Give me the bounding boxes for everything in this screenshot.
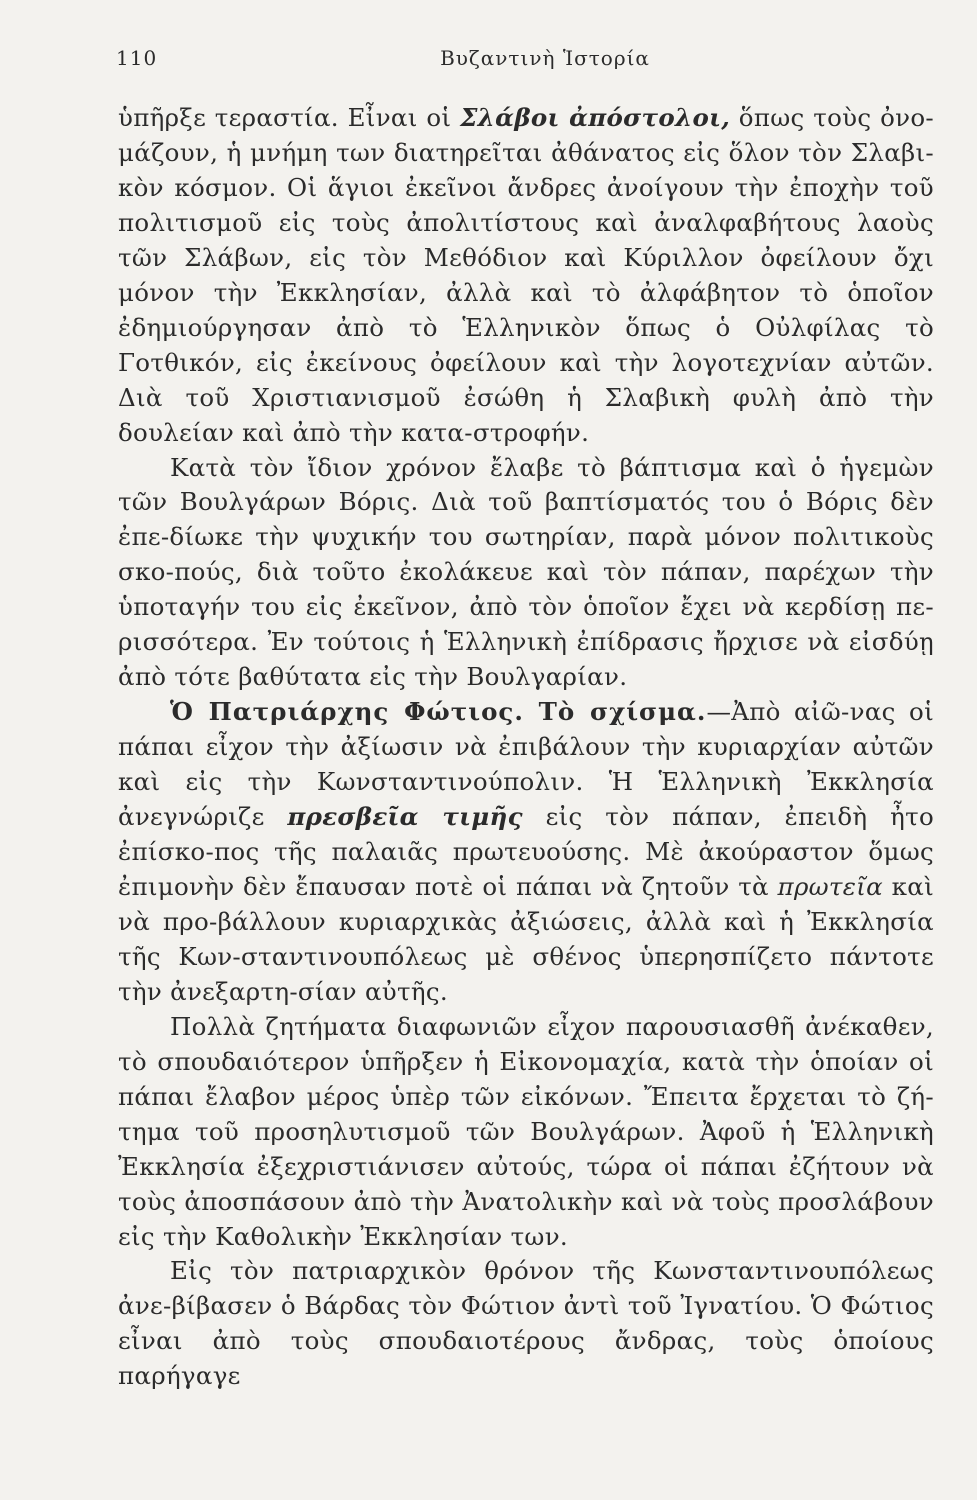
text-run: καὶ νὰ προ-βάλλουν κυριαρχικὰς ἀξιώσεις, ἀλλὰ καὶ ἡ Ἐκκλησία τῆς Κων-σταντινουπόλεως μὲ σθένος ὑπερησπίζετο πάντοτε τὴν ἀνεξαρτη-σίαν αὐτῆς. <box>118 871 934 1006</box>
page-number: 110 <box>116 46 158 70</box>
body-text <box>118 101 934 1394</box>
running-head <box>116 46 934 76</box>
section-heading: Ὁ Πατριάρχης Φώτιος. Τὸ σχίσμα. <box>170 697 707 727</box>
paragraph-1 <box>118 101 934 451</box>
text-run: —Ἀπὸ αἰῶ-νας οἱ πάπαι εἶχον τὴν ἀξίωσιν νὰ ἐπιβάλουν τὴν κυριαρχίαν αὐτῶν καὶ εἰς τὴν Κωνσταντινούπολιν. Ἡ Ἑλληνικὴ Ἐκκλησία ἀνεγνώριζε <box>118 697 934 832</box>
emphasis-presveia-timis: πρεσβεῖα τιμῆς <box>287 802 523 832</box>
emphasis-proteia: πρωτεῖα <box>777 871 883 901</box>
text-run: μάζουν, ἡ μνήμη των διατηρεῖται ἀθάνατος εἰς ὅλον τὸν Σλαβι-κὸν κόσμον. Οἱ ἅγιοι ἐκεῖνοι ἄνδρες ἀνοίγουν τὴν ἐποχὴν τοῦ πολιτισμοῦ εἰς τοὺς ἀπολιτίστους καὶ ἀναλφαβήτους λαοὺς τῶν Σλάβων, εἰς τὸν Μεθόδιον καὶ Κύριλλον ὀφείλουν ὄχι μόνον τὴν Ἐκκλησίαν, ἀλλὰ καὶ τὸ ἀλφάβητον τὸ ὁποῖον ἐδημιούργησαν ἀπὸ τὸ Ἑλληνικὸν ὅπως ὁ Οὐλφίλας τὸ Γοτθικόν, εἰς ἐκείνους ὀφείλουν καὶ τὴν λογοτεχνίαν αὐτῶν. Διὰ τοῦ Χριστιανισμοῦ ἐσώθη ἡ Σλαβικὴ φυλὴ ἀπὸ τὴν δουλείαν καὶ ἀπὸ τὴν κατα-στροφήν. <box>118 137 934 447</box>
emphasis-slavic-apostles: Σλάβοι ἀπόστολοι, <box>460 103 731 132</box>
text-run: ὑπῆρξε τεραστία. Εἶναι οἱ <box>118 103 461 132</box>
paragraph-5: Εἰς τὸν πατριαρχικὸν θρόνον τῆς Κωνσταντινουπόλεως ἀνε-βίβασεν ὁ Βάρδας τὸν Φώτιον ἀντὶ τοῦ Ἰγνατίου. Ὁ Φώτιος εἶναι ἀπὸ τοὺς σπουδαιοτέρους ἄνδρας, τοὺς ὁποίους παρήγαγε <box>118 1256 934 1391</box>
paragraph-3 <box>118 695 934 1010</box>
text-run: ὅπως τοὺς ὀνο- <box>730 103 934 132</box>
paragraph-2: Κατὰ τὸν ἴδιον χρόνον ἔλαβε τὸ βάπτισμα καὶ ὁ ἡγεμὼν τῶν Βουλγάρων Βόρις. Διὰ τοῦ βαπτίσματός του ὁ Βόρις δὲν ἐπε-δίωκε τὴν ψυχικήν του σωτηρίαν, παρὰ μόνον πολιτικοὺς σκο-πούς, διὰ τοῦτο ἐκολάκευε καὶ τὸν πάπαν, παρέχων τὴν ὑποταγήν του εἰς ἐκεῖνον, ἀπὸ τὸν ὁποῖον ἔχει νὰ κερδίσῃ πε-ρισσότερα. Ἐν τούτοις ἡ Ἑλληνικὴ ἐπίδρασις ἤρχισε νὰ εἰσδύῃ ἀπὸ τότε βαθύτατα εἰς τὴν Βουλγαρίαν. <box>118 452 934 692</box>
paragraph-4: Πολλὰ ζητήματα διαφωνιῶν εἶχον παρουσιασθῆ ἀνέκαθεν, τὸ σπουδαιότερον ὑπῆρξεν ἡ Εἰκονομαχία, κατὰ τὴν ὁποίαν οἱ πάπαι ἔλαβον μέρος ὑπὲρ τῶν εἰκόνων. Ἔπειτα ἔρχεται τὸ ζή-τημα τοῦ προσηλυτισμοῦ τῶν Βουλγάρων. Ἀφοῦ ἡ Ἑλληνικὴ Ἐκκλησία ἐξεχριστιάνισεν αὐτούς, τώρα οἱ πάπαι ἐζήτουν νὰ τοὺς ἀποσπάσουν ἀπὸ τὴν Ἀνατολικὴν καὶ νὰ τοὺς προσλάβουν εἰς τὴν Καθολικὴν Ἐκκλησίαν των. <box>118 1011 934 1251</box>
text-run: εἰς τὸν πάπαν, ἐπειδὴ ἦτο ἐπίσκο-πος τῆς παλαιᾶς πρωτευούσης. Μὲ ἀκούραστον ὅμως ἐπιμονὴν δὲν ἔπαυσαν ποτὲ οἱ πάπαι νὰ ζητοῦν τὰ <box>118 802 934 901</box>
running-title: Βυζαντινὴ Ἱστορία <box>440 46 650 70</box>
